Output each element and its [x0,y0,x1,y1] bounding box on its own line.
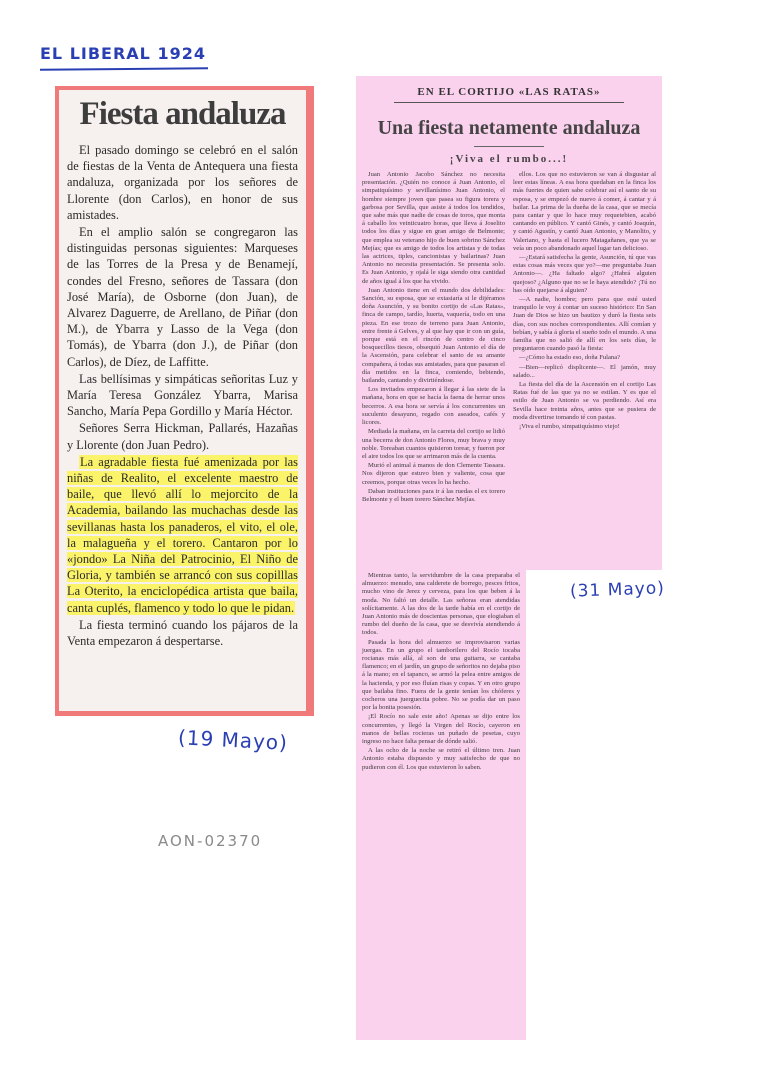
strip-paragraph: A las ocho de la noche se retiró el último tren. Juan Antonio estaba dispuesto y muy satisfecho de que no pudieron con él. Los que estuvieron lo saben. [362,747,520,771]
header-underline [40,67,208,70]
col1-paragraph: Juan Antonio tiene en el mundo dos debilidades: Sanción, su esposa, que se extasiaría si le dijéramos doña Asunción, y su bonito cortijo de «Las Ratas», finca de campo, tardío, huerta, vaquería, todo en una pieza. En ese trozo de terreno para Juan Antonio, entre frente á Gelves, y al que hay que ir con un guía, porque está en el rincón de centro de cinco bosquecillos tiesos, obsequió Juan Antonio el día de la Ascensión, para celebrar el santo de su amante compañera, á todas sus amistades, para que pasaran el día metidos en la finca, comiendo, bebiendo, bailando, cantando y divirtiéndose. [362,286,505,385]
col1-paragraph: Mediada la mañana, en la carreta del cortijo se lidió una becerra de don Antonio Flores, muy brava y muy noble. Toreaban cuantos quisieron torear, y fueron por el aire todos los que se arrimaron más de la cuenta. [362,428,505,460]
col2-paragraph: La fiesta del día de la Ascensión en el cortijo Las Ratas fué de las que ya no se estilan. Y es que el estilo de Juan Antonio se va perdiendo. Así era Sevilla hace treinta años, antes que se pusiera de moda divertirse tomando té con pastas. [513,381,656,421]
col1-paragraph: Daban instituciones para ir á las ruedas el ex torero Belmonte y el buen torero Sánchez Mejías. [362,487,505,503]
col1-paragraph: Los invitados empezaron á llegar á las siete de la mañana, hora en que se hacía la faena de herrar unos becerros. A esa hora se servía á los concurrentes un suculento desayuno, regado con aseados, cafés y licores. [362,386,505,427]
subtitle-rule [474,146,544,147]
right-column-2 [513,171,656,504]
strip-paragraph: Pasada la hora del almuerzo se improvisaron varias juergas. En un grupo el tamborilero del Rocío tocaba rocianas más allá, al son de una guitarra, se cantaba flamenco; en el jardín, un grupo de señoritos no dejaba piso á la mano; en el tapanco, se armó la pelea entre amigos de la hacienda, y por eso fluían risas y copas. Y en otro grupo que bailaba fino. Fuera de la gente tenían los chóferes y cocheros una juerguecita pobre. No se podía dar un paso por la bonita posesión. [362,638,520,712]
col2-paragraph: —A nadie, hombre; pero para que esté usted tranquilo le voy á contar un suceso histórico: En San Juan de Dios se hizo un bautizo y duró la fiesta seis días, con sus noches correspondientes. Allí comían y bebían, y sabía á gloria el sueño todo el mundo. A una familia que no salió de allí en los seis días, le preguntaron cuando pasó la fiesta: [513,296,656,353]
left-paragraph-2: En el amplio salón se congregaron las distinguidas personas siguientes: Marqueses de las Torres de la Presa y de Benamejí, condes del Fresno, señores de Tassara (don José María), de Osborne (don Juan), de Alvarez Daguerre, de Arellano, de Piñar (don M.), de Ybarra y Lasso de la Vega (don Tomás), de Ybarra (don J.), de Piñar (don Carlos), de Díez, de Laffitte. [67,225,298,369]
left-highlight-paragraph [67,454,298,616]
left-paragraph-1: El pasado domingo se celebró en el salón de fiestas de la Venta de Antequera una fiesta andaluza, organizada por los señores de Llorente (don Carlos), en honor de sus amistades. [67,143,298,222]
left-article-title: Fiesta andaluza [79,96,286,132]
date-annotation-right: (31 Mayo) [569,578,666,602]
col2-paragraph: —Bien—replicó displicente—. El jamón, muy salado... [513,363,656,379]
left-clipping [55,86,314,716]
archive-code: AON-02370 [158,832,263,850]
right-clipping [356,76,662,570]
right-clipping-continuation [356,570,526,1040]
strip-paragraph: ¡El Rocío no sale este año! Apenas se dijo entre los concurrentes, y llegó la Virgen del Rocío, cayeron en manos de bellas rocieras un puñado de pesetas, cuyo ingreso no hace falta pensar de dónde salió. [362,713,520,746]
strip-paragraph: Mientras tanto, la servidumbre de la casa preparaba el almuerzo: menudo, una calderete de borrego, pesces fritos, mucho vino de Jerez y cerveza, para los que beben á la moda. No faltó un detalle. Las señoras eran atendidas solícitamente. A las dos de la tarde había en el cortijo de Juan Antonio más de doscientas personas, que elogiaban el rumbo del dueño de la casa, que se desvivía atendiendo á todos. [362,572,520,637]
right-article-columns [356,171,662,504]
col1-paragraph: Juan Antonio Jacobo Sánchez no necesita presentación. ¿Quién no conoce á Juan Antonio, el simpatiquísimo y sevillanísimo Juan Antonio, el hombre siempre joven que pasea su figura torera y garbosa por Sevilla, que asiste á todos los tendidos, que sabe más que nadie de cosas de toros, que monta á caballo los veinticuatro horas, que lleva á Joselito todos los días y sigue en gran amigo de Belmonte; que emplea su veterano hijo de buen sobrino Sánchez Mejías; que es amigo de todos los artistas y de todas las actrices, tiples, cancionistas y bailarinas? Juan Antonio no necesita presentación. Se presenta solo. Es Juan Antonio, y ojalá le siga siendo otra cantidad de años igual á los que ha vivido. [362,171,505,285]
date-annotation-left: (19 Mayo) [177,725,289,755]
kicker-rule [394,102,624,103]
col2-paragraph: ¡Viva el rumbo, simpatiquísimo viejo! [519,423,620,431]
col2-paragraph: ellos. Los que no estuvieron se van á disgustar al leer estas líneas. A esa hora quedaban en la finca los más fuertes de quien sabe celebrar así el santo de su esposa, y se empezó de nuevo á comer, á cantar y á bailar. La prima de la dueña de la casa, que se mecía para cantar y que lo hace muy requetebien, acabó cantando en público. Y cantó Ginés, y cantó Joaquín, y cantó Agustín, y cantó Juan Antonio, y Manolito, y Valeriano, y hasta el lucero Matagañanes, que ya se veía un poco abandonado aquel lugar tan delicioso. [513,171,656,252]
right-column-1 [362,171,505,504]
left-closing-paragraph: La fiesta terminó cuando los pájaros de la Venta empezaron á despertarse. [67,617,298,649]
right-article-subtitle: ¡Viva el rumbo...! [449,153,569,165]
col2-paragraph: —¿Estará satisfecha la gente, Asunción, tú que vas estas cosas más veces que yo?—me preguntaba Juan Antonio—. ¿Ha faltado algo? ¿Habrá alguien quejoso? ¿Alguno que no se le haya atendido? ¡Tú no has oído quejarse á alguien? [513,254,656,294]
right-article-title: Una fiesta netamente andaluza [377,117,641,139]
continuation-text [356,570,526,774]
col1-paragraph: Murió el animal á manos de don Clemente Tassara. Nos dijeron que estuvo bien y valiente, cosa que creemos, porque otras veces lo ha hecho. [362,462,505,486]
highlighted-text: La agradable fiesta fué amenizada por las niñas de Realito, el excelente maestro de baile, que llevó allí lo mejorcito de la Academia, bailando las muchachas desde las sevillanas hasta los panaderos, el vito, el ole, la malagueña y el torero. Cantaron por lo «jondo» La Niña del Patrocinio, El Niño de Gloria, y también se arrancó con sus copilllas La Oterito, la enciclopédica artista que baila, canta cuplés, flamenco y todo lo que le pidan. [67,454,298,615]
col2-paragraph: —¿Cómo ha estado eso, doña Fulana? [519,354,621,362]
left-paragraph-4: Señores Serra Hickman, Pallarés, Hazañas y Llorente (don Juan Pedro). [67,421,298,452]
header-handwritten-note: EL LIBERAL 1924 [40,44,206,63]
left-paragraph-3: Las bellísimas y simpáticas señoritas Luz y María Teresa González Ybarra, Marisa Sancho, María Pepa Gordillo y María Héctor. [67,371,298,419]
right-article-kicker: EN EL CORTIJO «LAS RATAS» [417,86,601,98]
